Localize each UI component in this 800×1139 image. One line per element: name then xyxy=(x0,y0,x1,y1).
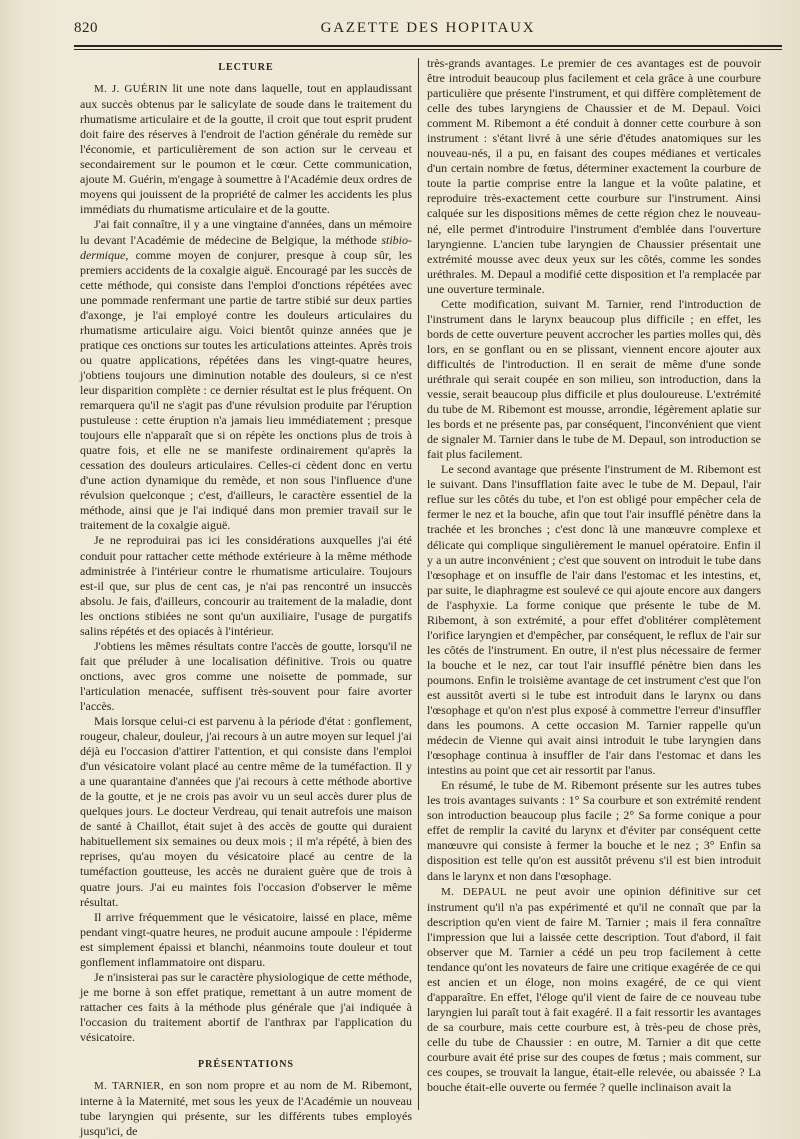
page-number: 820 xyxy=(74,20,98,36)
paragraph: Je ne reproduirai pas ici les considérations auxquelles j'ai été conduit pour rattacher cette méthode extérieure à la même méthode administrée à l'intérieur contre le rhumatisme articulaire. Toujours est-il que, sur plus de cent cas, je n'ai pas rencontré un insuccès absolu. Je fais, d'ailleurs, concourir au traitement de la maladie, dont les onctions stibiées ne sont qu'un auxiliaire, l'usage de purgatifs salins répétés et des opiacés à l'intérieur. xyxy=(80,533,412,638)
paragraph: Cette modification, suivant M. Tarnier, rend l'introduction de l'instrument dans le larynx beaucoup plus difficile ; en effet, les bords de cette ouverture peuvent accrocher les parties molles qui, dès lors, en se gonflant ou en se plissant, viennent encore ajouter aux difficultés de l'introduction. Il en serait de même d'une sonde uréthrale qui serait coupée en son milieu, son introduction, dans la vessie, serait beaucoup plus difficile et plus douloureuse. L'extrémité du tube de M. Ribemont est mousse, arrondie, légèrement aplatie sur les bords et ne présente pas, par conséquent, l'inconvénient que vient de signaler M. Tarnier dans le tube de M. Depaul, son introduction se fait plus facilement. xyxy=(427,296,761,462)
paragraph-text: J'ai fait connaître, il y a une vingtaine d'années, dans un mémoire lu devant l'Académie de médecine de Belgique, la méthode xyxy=(80,217,412,247)
paragraph-text: comme moyen de conjurer, presque à coup sûr, les premiers accidents de la coxalgie aiguë. Encouragé par les succès de cette méthode, qui consiste dans l'emploi d'onctions répétées avec une pommade renfermant une partie de tartre stibié sur deux parties d'axonge, je l'ai employé contre les douleurs articulaires du rhumatisme articulaire aigu. Voici bientôt quinze années que je pratique ces onctions sur toutes les articulations atteintes. Après trois ou quatre applications, répétées dans les vingt-quatre heures, j'obtiens toujours une diminution notable des douleurs, si ce n'est leur disparition complète : ce dernier résultat est le plus fréquent. On remarquera qu'il ne s'agit pas d'une révulsion produite par l'éruption pustuleuse : cette éruption n'a jamais lieu immédiatement ; presque toujours elle n'apparaît que si on répète les onctions plus de trois à quatre fois, et elle ne se manifeste ordinairement qu'après la cessation des douleurs articulaires. Celles-ci cèdent donc en vertu d'une action dynamique du remède, et non sous l'influence d'une révulsion quelconque ; c'est, d'ailleurs, le caractère essentiel de la méthode, ainsi que je l'ai indiqué dans mon premier travail sur le traitement de la coxalgie aiguë. xyxy=(80,247,412,533)
paragraph-text: ne peut avoir une opinion définitive sur cet instrument qu'il n'a pas expérimenté et qu'il ne connaît que par la description qu'en vient de faire M. Tarnier ; mais il fera connaître l'impression que lui a laissée cette description. Tout d'abord, il fait observer que M. Tarnier a cédé un peu trop facilement à cette tendance qu'ont les novateurs de faire une critique exagérée de ce qui est ancien et un éloge, non moins exagéré, de ce qui vient d'apparaître. En effet, l'éloge qu'il vient de faire de ce nouveau tube laryngien lui paraît tout à fait exagéré. Il a fait ressortir les avantages de sa courbure, mais cette courbure est, à très-peu de chose près, celle du tube de Chaussier : en outre, M. Tarnier a dit que cette courbure avait été prise sur des coupes de fœtus ; mais comment, sur ces coupes, se trouvait la langue, était-elle relevée, ou abaissée ? La bouche était-elle ouverte ou fermée ? quelle inclinaison avait la xyxy=(427,883,762,1095)
paragraph: Le second avantage que présente l'instrument de M. Ribemont est le suivant. Dans l'insufflation faite avec le tube de M. Depaul, l'air reflue sur les côtés du tube, et l'on est obligé pour empêcher cela de fermer le nez et la bouche, afin que tout l'air insufflé pénètre dans la trachée et les bronches ; c'est donc là une manœuvre complexe et délicate qui complique singulièrement le manuel opératoire. Enfin il y a un autre inconvénient ; c'est que souvent on introduit le tube dans l'œsophage et on insuffle de l'air dans l'estomac et les intestins, et, par suite, le diaphragme est soulevé ce qui ajoute encore aux dangers de l'asphyxie. La forme conique que présente le tube de M. Ribemont, à son extrémité, a pour effet d'oblitérer complètement l'orifice laryngien et d'empêcher, par conséquent, le reflux de l'air sur les côtés de l'instrument. En outre, il n'est plus nécessaire de fermer la bouche et le nez, car tout l'air insufflé pénètre bien dans les poumons. Enfin le troisième avantage de cet instrument c'est que l'on est aussitôt averti si le tube est introduit dans le larynx ou dans l'œsophage et qu'on n'est plus exposé à commettre l'erreur d'insuffler dans les poumons. A cette occasion M. Tarnier rappelle qu'un médecin de Vienne qui avait ainsi introduit le tube laryngien dans l'œsophage continua à insuffler de l'air dans l'estomac et dans les intestins au point que cet air ressortit par l'anus. xyxy=(427,462,761,778)
paragraph: En résumé, le tube de M. Ribemont présente sur les autres tubes les trois avantages suivants : 1° Sa courbure et son extrémité rendent son introduction beaucoup plus facile ; 2° Sa forme conique a pour effet de remplir la cavité du larynx et d'éviter par conséquent cette manœuvre qui consiste à fermer la bouche et le nez ; 3° Enfin sa disposition est telle qu'on est aussitôt prévenu s'il est bien introduit dans le larynx et non dans l'œsophage. xyxy=(427,778,761,883)
paragraph: Je n'insisterai pas sur le caractère physiologique de cette méthode, je me borne à son effet pratique, remettant à un autre moment de rattacher ces faits à la méthode plus générale que j'ai indiquée à l'occasion du traitement abortif de l'anthrax par l'application du vésicatoire. xyxy=(80,969,412,1044)
column-divider xyxy=(418,58,419,1110)
paragraph-text: lit une note dans laquelle, tout en applaudissant aux succès obtenus par le salicylate de soude dans le traitement du rhumatisme articulaire et de la goutte, il croit que tout esprit prudent doit faire des réserves à l'endroit de l'action générale du remède sur l'économie, et particulièrement de son action sur le cerveau et secondairement sur le poumon et le cœur. Cette communication, ajoute M. Guérin, m'engage à soumettre à l'Académie deux ordres de moyens qui jouissent de la propriété de calmer les accidents les plus immédiats du rhumatisme articulaire et de la goutte. xyxy=(80,81,412,217)
speaker-name: M. J. GUÉRIN xyxy=(94,83,168,96)
section-heading-lecture: LECTURE xyxy=(218,62,274,73)
paragraph: J'obtiens les mêmes résultats contre l'accès de goutte, lorsqu'il ne fait que préluder à une localisation définitive. Trois ou quatre onctions, avec gros comme une noisette de pommade, sur l'articulation menacée, suffisent très-souvent pour faire avorter l'accès. xyxy=(80,638,412,713)
speaker-name: M. DEPAUL xyxy=(441,885,507,898)
header-rule-thin xyxy=(74,49,782,50)
left-column xyxy=(80,56,413,1139)
header-rule-thick xyxy=(74,45,782,47)
paragraph: Il arrive fréquemment que le vésicatoire, laissé en place, même pendant vingt-quatre heures, ne produit aucune ampoule : l'épiderme est simplement épaissi et blanchi, néanmoins toute douleur et tout gonflement inflammatoire ont disparu. xyxy=(80,909,412,969)
running-title: GAZETTE DES HOPITAUX xyxy=(320,20,536,36)
section-heading-presentations: PRÉSENTATIONS xyxy=(198,1059,294,1071)
paragraph xyxy=(80,81,412,217)
paragraph xyxy=(80,1078,412,1139)
page-header xyxy=(74,20,782,42)
paragraph xyxy=(427,884,761,1096)
paragraph: très-grands avantages. Le premier de ces avantages est de pouvoir être introduit beaucoup plus facilement et cela grâce à une courbure particulière que présente l'instrument, et qui diffère complètement de celle des tubes laryngiens de Chaussier et de M. Depaul. Voici comment M. Ribemont a été conduit à donner cette courbure à son instrument : s'étant livré à une série d'études anatomiques sur les nouveau-nés, il a pu, en faisant des coupes médianes et verticales d'un certain nombre de fœtus, déterminer exactement la courbure de toute la partie comprise entre la langue et la voûte palatine, et reproduire très-exactement cette courbure sur l'instrument. Ainsi calquée sur les dispositions mêmes de cette région chez le nouveau-né, elle permet d'introduire l'instrument d'emblée dans l'ouverture laryngienne. L'ancien tube laryngien de Chaussier présentait une extrémité mousse avec deux yeux sur les côtés, comme les sondes uréthrales. M. Depaul a modifié cette disposition et l'a remplacée par une ouverture terminale. xyxy=(427,56,761,296)
right-column xyxy=(427,56,761,1126)
speaker-name: M. TARNIER, xyxy=(94,1080,164,1093)
paragraph-text: en son nom propre et au nom de M. Ribemont, interne à la Maternité, met sous les yeux de l'Académie un nouveau tube laryngien qui présente, sur les différents tubes employés jusqu'ici, de xyxy=(80,1078,413,1139)
italic-term: stibio-dermique, xyxy=(80,232,412,262)
paragraph: Mais lorsque celui-ci est parvenu à la période d'état : gonflement, rougeur, chaleur, douleur, j'ai recours à un autre moyen sur lequel j'ai déjà eu l'occasion d'attirer l'attention, et qui consiste dans l'emploi d'un vésicatoire volant placé au centre même de la tuméfaction. Il y a une quarantaine d'années que j'ai recours à cette méthode abortive de la goutte, et je ne crois pas avoir vu un seul accès durer plus de quelques jours. Le docteur Verdreau, qui tenait autrefois une maison de santé à Chaillot, était sujet à des accès de goutte qui duraient habituellement six semaines ou deux mois ; il m'a répété, à bien des reprises, qu'au moyen du vésicatoire placé au centre de la tuméfaction goutteuse, les accès ne duraient guère que de trois à quatre jours. J'ai eu maintes fois l'occasion d'observer le même résultat. xyxy=(80,714,412,909)
paragraph xyxy=(80,217,412,533)
